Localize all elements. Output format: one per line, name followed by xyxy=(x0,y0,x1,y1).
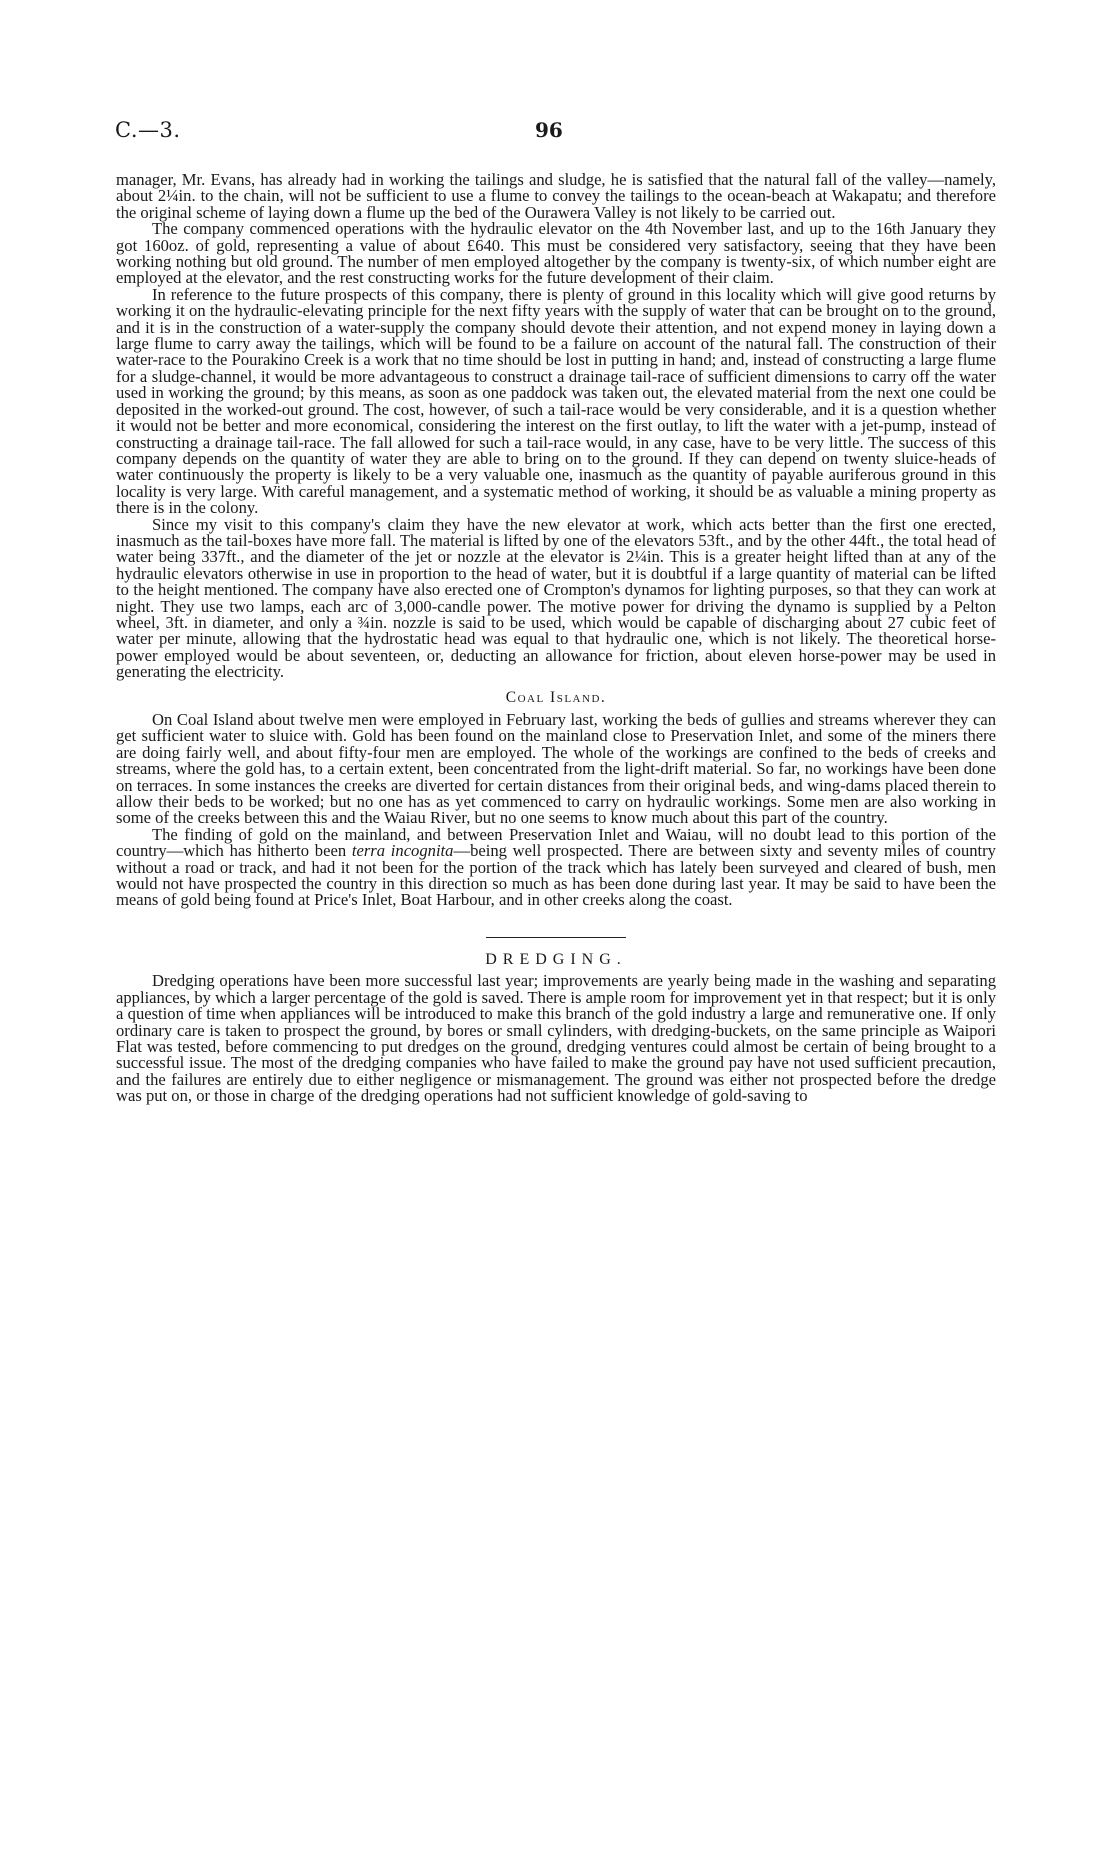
section-heading-dredging: DREDGING. xyxy=(485,950,627,968)
paragraph-new-elevator: Since my visit to this company's claim they have the new elevator at work, which acts better than the first one erected, inasmuch as the tail-boxes have more fall. The material is lifted by one of the elevators 53ft., and by the other 44ft., the total head of water being 337ft., and the diameter of the jet or nozzle at the elevator is 2¼in. This is a greater height lifted than at any of the hydraulic elevators otherwise in use in proportion to the head of water, but it is doubtful if a large quantity of material can be lifted to the height mentioned. The company have also erected one of Crompton's dynamos for lighting purposes, so that they can work at night. They use two lamps, each arc of 3,000-candle power. The motive power for driving the dynamo is supplied by a Pelton wheel, 3ft. in diameter, and only a ¾in. nozzle is said to be used, which would be capable of discharging about 27 cubic feet of water per minute, allowing that the hydrostatic head was equal to that hydraulic one, which is not likely. The theoretical horse-power employed would be about seventeen, or, deducting an allowance for friction, about eleven horse-power may be used in generating the electricity. xyxy=(116,514,996,682)
paragraph-dredging: Dredging operations have been more successful last year; improvements are yearly being made in the washing and separating appliances, by which a larger percentage of the gold is saved. There is ample room for improvement yet in that respect; but it is only a question of time when appliances will be introduced to make this branch of the gold industry a large and remunerative one. If only ordinary care is taken to prospect the ground, by bores or small cylinders, with dredging-buckets, on the same principle as Waipori Flat was tested, before commencing to put dredges on the ground, dredging ventures could almost be certain of being brought to a successful issue. The most of the dredging companies who have failed to make the ground pay have not used sufficient precaution, and the failures are entirely due to either negligence or mismanagement. The ground was either not prospected before the dredge was put on, or those in charge of the dredging operations had not sufficient knowledge of gold-saving to xyxy=(116,971,996,1106)
page-body xyxy=(116,172,996,1105)
paragraph-coal-island: On Coal Island about twelve men were employed in February last, working the beds of gullies and streams wherever they can get sufficient water to sluice with. Gold has been found on the mainland close to Preservation Inlet, and some of the miners there are doing fairly well, and about fifty-four men are employed. The whole of the workings are confined to the beds of creeks and streams, where the gold has, to a certain extent, been concentrated from the light-drift material. So far, no workings have been done on terraces. In some instances the creeks are diverted for certain distances from their original beds, and wing-dams placed therein to allow their beds to be worked; but no one has as yet commenced to carry on hydraulic workings. Some men are also working in some of the creeks between this and the Waiau River, but no one seems to know much about this part of the country. xyxy=(116,710,996,828)
page-number: 96 xyxy=(535,118,563,142)
paragraph-text: The finding of gold on the mainland, and between Preservation Inlet and Waiau, will no doubt lead to this portion of the country—which has hitherto been xyxy=(116,824,996,861)
paragraph-prospects: In reference to the future prospects of this company, there is plenty of ground in this locality which will give good returns by working it on the hydraulic-elevating principle for the next fifty years with the supply of water that can be brought on to the ground, and it is in the construction of a water-supply the company should devote their attention, and not expend money in laying down a large flume to carry away the tailings, which will be found to be a failure on account of the natural fall. The construction of their water-race to the Pourakino Creek is a work that no time should be lost in putting in hand; and, instead of constructing a large flume for a sludge-channel, it would be more advantageous to construct a drainage tail-race of sufficient dimensions to carry off the water used in working the ground; by this means, as soon as one paddock was taken out, the elevated material from the next one could be deposited in the worked-out ground. The cost, however, of such a tail-race would be very considerable, and it is a question whether it would not be better and more economical, considering the interest on the first outlay, to lift the water with a jet-pump, instead of constructing a drainage tail-race. The fall allowed for such a tail-race would, in any case, have to be very little. The success of this company depends on the quantity of water they are able to bring on to the ground. If they can depend on twenty sluice-heads of water continuously the property is likely to be a very valuable one, inasmuch as the quantity of payable auriferous ground in this locality is very large. With careful management, and a systematic method of working, it should be as valuable a mining property as there is in the colony. xyxy=(116,284,996,518)
section-divider xyxy=(486,937,626,938)
paragraph-text: —being well prospected. There are between sixty and seventy miles of country without a road or track, and had it not been for the portion of the track which has lately been surveyed and cleared of bush, men would not have prospected the country in this direction so much as has been done during last year. It may be said to have been the means of gold being found at Price's Inlet, Boat Harbour, and in other creeks along the coast. xyxy=(116,841,996,910)
page-header xyxy=(115,118,995,148)
document-reference: C.—3. xyxy=(115,118,181,142)
paragraph-mainland-gold xyxy=(116,824,996,910)
paragraph-continued: manager, Mr. Evans, has already had in working the tailings and sludge, he is satisfied that the natural fall of the valley—namely, about 2¼in. to the chain, will not be sufficient to use a flume to convey the tailings to the ocean-beach at Wakapatu; and therefore the original scheme of laying down a flume up the bed of the Ourawera Valley is not likely to be carried out. xyxy=(116,170,996,222)
italic-term: terra incognita xyxy=(351,841,454,861)
paragraph-operations: The company commenced operations with the hydraulic elevator on the 4th November last, and up to the 16th January they got 160oz. of gold, representing a value of about £640. This must be considered very satisfactory, seeing that they have been working nothing but old ground. The number of men employed altogether by the company is twenty-six, of which number eight are employed at the elevator, and the rest constructing works for the future development of their claim. xyxy=(116,219,996,288)
section-heading-coal-island: Coal Island. xyxy=(505,688,607,706)
